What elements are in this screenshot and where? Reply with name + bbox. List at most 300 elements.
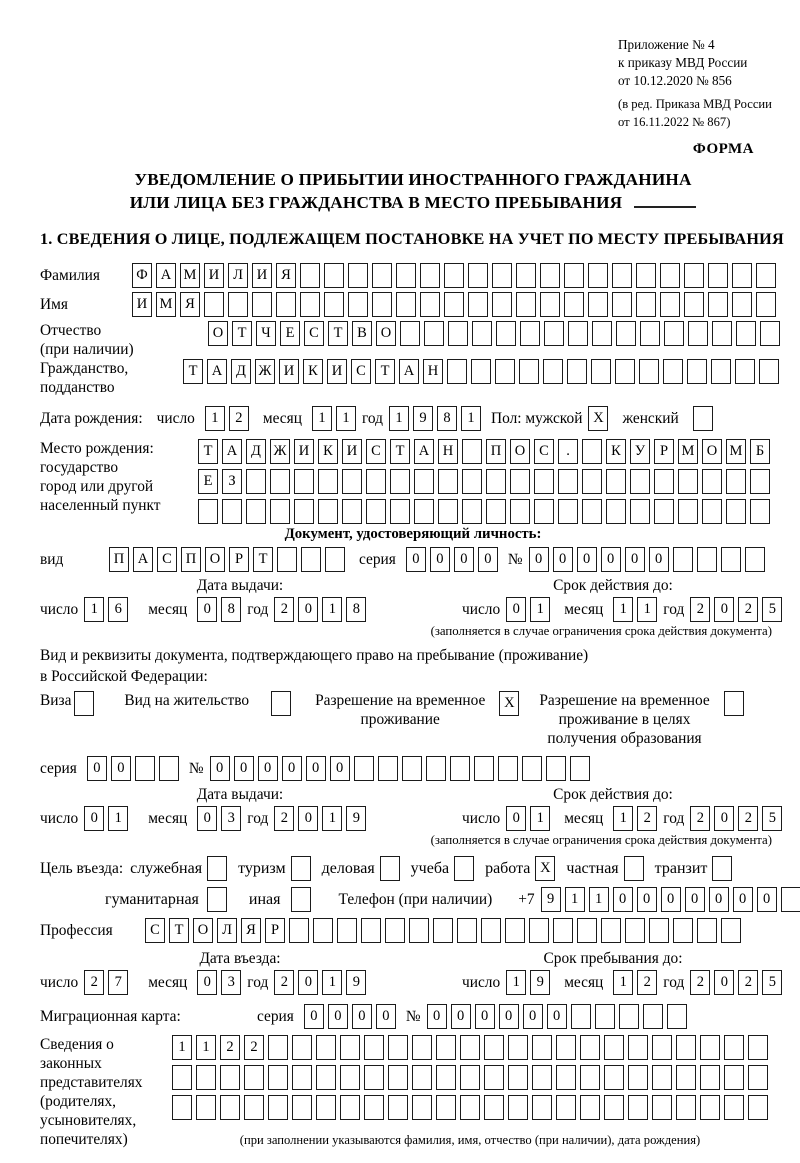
char-cell: 0 bbox=[352, 1004, 372, 1029]
char-cell: 8 bbox=[346, 597, 366, 622]
char-cell bbox=[412, 1035, 432, 1060]
char-cell bbox=[582, 499, 602, 524]
char-cell bbox=[673, 547, 693, 572]
representatives-label-line2: законных bbox=[40, 1055, 102, 1072]
char-cell bbox=[660, 263, 680, 288]
char-cell bbox=[612, 292, 632, 317]
char-cell bbox=[348, 292, 368, 317]
char-cell bbox=[361, 918, 381, 943]
char-cell bbox=[318, 469, 338, 494]
char-cell bbox=[697, 918, 717, 943]
char-cell: А bbox=[133, 547, 153, 572]
char-cell bbox=[649, 918, 669, 943]
char-cell bbox=[364, 1065, 384, 1090]
char-cell bbox=[342, 499, 362, 524]
char-cell bbox=[636, 292, 656, 317]
birth-date-row bbox=[40, 406, 786, 431]
char-cell: К bbox=[303, 359, 323, 384]
birth-place-label bbox=[40, 439, 198, 515]
char-cell: 0 bbox=[733, 887, 753, 912]
char-cell bbox=[558, 469, 578, 494]
char-cell: 2 bbox=[738, 806, 758, 831]
char-cell: 0 bbox=[87, 756, 107, 781]
char-cell bbox=[684, 263, 704, 288]
id-doc-expiry-heading: Срок действия до: bbox=[553, 577, 673, 594]
migration-series-label: серия bbox=[257, 1007, 294, 1025]
char-cell: Л bbox=[228, 263, 248, 288]
char-cell bbox=[433, 918, 453, 943]
char-cell bbox=[516, 292, 536, 317]
char-cell bbox=[460, 1035, 480, 1060]
char-cell bbox=[292, 1035, 312, 1060]
id-doc-series-cells bbox=[406, 547, 498, 572]
char-cell bbox=[628, 1035, 648, 1060]
char-cell bbox=[172, 1095, 192, 1120]
char-cell bbox=[246, 469, 266, 494]
char-cell: 5 bbox=[762, 970, 782, 995]
residence-series-label: серия bbox=[40, 759, 77, 777]
residence-permit-option bbox=[124, 691, 291, 716]
char-cell bbox=[207, 887, 227, 912]
representatives-label-line1: Сведения о bbox=[40, 1036, 114, 1053]
char-cell bbox=[732, 263, 752, 288]
char-cell: О bbox=[376, 321, 396, 346]
id-doc-number-cells bbox=[529, 547, 765, 572]
char-cell bbox=[492, 292, 512, 317]
char-cell: 1 bbox=[565, 887, 585, 912]
representatives-cells-row2 bbox=[172, 1065, 768, 1090]
char-cell: 1 bbox=[589, 887, 609, 912]
char-cell: X bbox=[588, 406, 608, 431]
char-cell bbox=[289, 918, 309, 943]
char-cell bbox=[588, 292, 608, 317]
section1-heading: 1. СВЕДЕНИЯ О ЛИЦЕ, ПОДЛЕЖАЩЕМ ПОСТАНОВКЕ НА УЧЕТ ПО МЕСТУ ПРЕБЫВАНИЯ bbox=[40, 230, 784, 248]
birth-day-label: число bbox=[156, 409, 195, 427]
char-cell bbox=[498, 756, 518, 781]
char-cell bbox=[543, 359, 563, 384]
char-cell bbox=[736, 321, 756, 346]
char-cell bbox=[277, 547, 297, 572]
char-cell bbox=[340, 1095, 360, 1120]
edu-residence-label-line2: проживание в целях bbox=[558, 711, 691, 728]
char-cell bbox=[522, 756, 542, 781]
char-cell bbox=[643, 1004, 663, 1029]
char-cell bbox=[711, 359, 731, 384]
char-cell: 0 bbox=[499, 1004, 519, 1029]
entry-dates bbox=[40, 950, 786, 995]
char-cell bbox=[378, 756, 398, 781]
char-cell bbox=[564, 263, 584, 288]
char-cell bbox=[558, 499, 578, 524]
edu-residence-option bbox=[539, 691, 743, 748]
char-cell: 0 bbox=[613, 887, 633, 912]
char-cell bbox=[420, 292, 440, 317]
char-cell: Я bbox=[276, 263, 296, 288]
char-cell: 1 bbox=[322, 597, 342, 622]
char-cell bbox=[624, 856, 644, 881]
char-cell: О bbox=[702, 439, 722, 464]
char-cell bbox=[693, 406, 713, 431]
char-cell bbox=[252, 292, 272, 317]
purpose-tourism bbox=[238, 856, 311, 881]
char-cell: X bbox=[499, 691, 519, 716]
char-cell: Т bbox=[375, 359, 395, 384]
patronymic-label bbox=[40, 321, 208, 359]
birth-place-grid bbox=[198, 439, 770, 524]
char-cell bbox=[568, 321, 588, 346]
char-cell: Т bbox=[183, 359, 203, 384]
form-title-line1: УВЕДОМЛЕНИЕ О ПРИБЫТИИ ИНОСТРАННОГО ГРАЖДАНИНА bbox=[134, 170, 692, 189]
char-cell: 1 bbox=[336, 406, 356, 431]
char-cell bbox=[448, 321, 468, 346]
birth-day-cells bbox=[205, 406, 249, 431]
char-cell bbox=[721, 547, 741, 572]
char-cell bbox=[412, 1065, 432, 1090]
purpose-private bbox=[566, 856, 643, 881]
char-cell: С bbox=[304, 321, 324, 346]
char-cell: 5 bbox=[762, 806, 782, 831]
char-cell: 1 bbox=[84, 597, 104, 622]
char-cell bbox=[196, 1095, 216, 1120]
char-cell bbox=[630, 469, 650, 494]
birth-place-label-line4: населенный пункт bbox=[40, 497, 161, 514]
char-cell bbox=[462, 469, 482, 494]
char-cell bbox=[556, 1095, 576, 1120]
purpose-other bbox=[249, 887, 311, 912]
char-cell: И bbox=[294, 439, 314, 464]
char-cell: 0 bbox=[328, 1004, 348, 1029]
representatives-cells-row1 bbox=[172, 1035, 768, 1060]
female-checkbox bbox=[693, 406, 713, 431]
char-cell: Ф bbox=[132, 263, 152, 288]
char-cell bbox=[450, 756, 470, 781]
migration-card-label: Миграционная карта: bbox=[40, 1007, 181, 1025]
char-cell bbox=[159, 756, 179, 781]
char-cell bbox=[580, 1065, 600, 1090]
char-cell bbox=[447, 359, 467, 384]
char-cell: М bbox=[180, 263, 200, 288]
representatives-label-line4: (родителях, bbox=[40, 1093, 116, 1110]
char-cell: 2 bbox=[84, 970, 104, 995]
until-day-cells bbox=[506, 970, 550, 995]
char-cell: С bbox=[351, 359, 371, 384]
residence-expiry-year-cells bbox=[690, 806, 782, 831]
char-cell bbox=[606, 499, 626, 524]
char-cell: 0 bbox=[282, 756, 302, 781]
char-cell bbox=[444, 263, 464, 288]
char-cell bbox=[759, 359, 779, 384]
char-cell: П bbox=[181, 547, 201, 572]
representatives-label bbox=[40, 1035, 172, 1149]
citizenship-row bbox=[40, 359, 786, 397]
char-cell bbox=[270, 499, 290, 524]
char-cell: 1 bbox=[322, 806, 342, 831]
residence-doc-intro2: в Российской Федерации: bbox=[40, 668, 208, 685]
char-cell bbox=[708, 263, 728, 288]
birth-month-cells bbox=[312, 406, 356, 431]
char-cell bbox=[697, 547, 717, 572]
char-cell bbox=[340, 1065, 360, 1090]
char-cell: 2 bbox=[637, 806, 657, 831]
char-cell: В bbox=[352, 321, 372, 346]
char-cell: А bbox=[156, 263, 176, 288]
char-cell bbox=[462, 439, 482, 464]
entry-date bbox=[40, 970, 440, 995]
residence-issued-year-cells bbox=[274, 806, 366, 831]
annex-edit-line-1: (в ред. Приказа МВД России bbox=[618, 97, 772, 111]
char-cell: X bbox=[535, 856, 555, 881]
char-cell bbox=[412, 1095, 432, 1120]
char-cell: М bbox=[156, 292, 176, 317]
migration-card-row bbox=[40, 1004, 786, 1029]
char-cell: Т bbox=[169, 918, 189, 943]
char-cell: 2 bbox=[220, 1035, 240, 1060]
char-cell bbox=[595, 1004, 615, 1029]
char-cell: 2 bbox=[637, 970, 657, 995]
char-cell bbox=[616, 321, 636, 346]
id-doc-type-label: вид bbox=[40, 550, 64, 568]
char-cell bbox=[390, 499, 410, 524]
char-cell: Т bbox=[232, 321, 252, 346]
char-cell: 0 bbox=[451, 1004, 471, 1029]
purpose-humanitarian-checkbox bbox=[207, 887, 227, 912]
char-cell: Т bbox=[328, 321, 348, 346]
char-cell bbox=[724, 1095, 744, 1120]
char-cell: 2 bbox=[690, 806, 710, 831]
char-cell bbox=[414, 469, 434, 494]
temp-residence-checkbox bbox=[499, 691, 519, 716]
residence-expiry-month-cells bbox=[613, 806, 657, 831]
char-cell: С bbox=[534, 439, 554, 464]
residence-issued-day-label: число bbox=[40, 809, 79, 827]
char-cell bbox=[726, 469, 746, 494]
char-cell bbox=[708, 292, 728, 317]
char-cell: Т bbox=[198, 439, 218, 464]
char-cell: 0 bbox=[298, 806, 318, 831]
char-cell: С bbox=[145, 918, 165, 943]
char-cell bbox=[664, 321, 684, 346]
representatives-label-line3: представителях bbox=[40, 1074, 143, 1091]
char-cell bbox=[639, 359, 659, 384]
char-cell: 2 bbox=[274, 806, 294, 831]
char-cell bbox=[364, 1095, 384, 1120]
char-cell: 5 bbox=[762, 597, 782, 622]
char-cell bbox=[745, 547, 765, 572]
char-cell bbox=[540, 292, 560, 317]
stay-until-heading: Срок пребывания до: bbox=[543, 950, 683, 967]
char-cell: 1 bbox=[613, 806, 633, 831]
char-cell: Р bbox=[229, 547, 249, 572]
char-cell bbox=[318, 499, 338, 524]
residence-issued-year-label: год bbox=[247, 809, 269, 827]
char-cell: 0 bbox=[757, 887, 777, 912]
expiry-year-label: год bbox=[663, 600, 685, 618]
char-cell: 9 bbox=[413, 406, 433, 431]
char-cell bbox=[388, 1035, 408, 1060]
char-cell bbox=[519, 359, 539, 384]
id-doc-note: (заполняется в случае ограничения срока действия документа) bbox=[430, 624, 772, 638]
char-cell: 0 bbox=[709, 887, 729, 912]
char-cell bbox=[198, 499, 218, 524]
char-cell: О bbox=[193, 918, 213, 943]
purpose-private-label: частная bbox=[566, 859, 619, 877]
char-cell bbox=[172, 1065, 192, 1090]
annex-edit-line-2: от 16.11.2022 № 867) bbox=[618, 115, 731, 129]
char-cell bbox=[460, 1065, 480, 1090]
char-cell bbox=[486, 499, 506, 524]
char-cell bbox=[291, 856, 311, 881]
char-cell bbox=[532, 1065, 552, 1090]
entry-day-label: число bbox=[40, 973, 79, 991]
char-cell: Т bbox=[390, 439, 410, 464]
char-cell bbox=[316, 1065, 336, 1090]
expiry-day-label: число bbox=[462, 600, 501, 618]
char-cell bbox=[291, 887, 311, 912]
char-cell bbox=[702, 469, 722, 494]
form-title bbox=[40, 168, 786, 214]
char-cell bbox=[276, 292, 296, 317]
id-doc-issued-date bbox=[40, 597, 440, 622]
char-cell: 1 bbox=[196, 1035, 216, 1060]
char-cell: 0 bbox=[714, 970, 734, 995]
char-cell: П bbox=[486, 439, 506, 464]
char-cell bbox=[244, 1095, 264, 1120]
char-cell: О bbox=[510, 439, 530, 464]
char-cell bbox=[553, 918, 573, 943]
char-cell bbox=[724, 1035, 744, 1060]
char-cell: 0 bbox=[84, 806, 104, 831]
stay-until-date bbox=[440, 970, 782, 995]
char-cell bbox=[301, 547, 321, 572]
char-cell: 1 bbox=[389, 406, 409, 431]
char-cell: М bbox=[726, 439, 746, 464]
char-cell: 0 bbox=[577, 547, 597, 572]
char-cell bbox=[652, 1035, 672, 1060]
issued-year-label: год bbox=[247, 600, 269, 618]
char-cell bbox=[271, 691, 291, 716]
char-cell: 0 bbox=[234, 756, 254, 781]
char-cell: 2 bbox=[244, 1035, 264, 1060]
purpose-business-label: деловая bbox=[321, 859, 375, 877]
char-cell bbox=[628, 1095, 648, 1120]
char-cell bbox=[615, 359, 635, 384]
char-cell bbox=[654, 499, 674, 524]
char-cell: С bbox=[366, 439, 386, 464]
char-cell: 1 bbox=[322, 970, 342, 995]
char-cell: К bbox=[606, 439, 626, 464]
entry-date-heading: Дата въезда: bbox=[199, 950, 281, 967]
residence-number-label: № bbox=[188, 759, 204, 777]
char-cell bbox=[457, 918, 477, 943]
char-cell bbox=[380, 856, 400, 881]
char-cell bbox=[484, 1095, 504, 1120]
residence-series-cells bbox=[87, 756, 179, 781]
char-cell bbox=[580, 1035, 600, 1060]
purpose-transit-label: транзит bbox=[654, 859, 708, 877]
temp-residence-label-line2: проживание bbox=[360, 711, 440, 728]
visa-option bbox=[40, 691, 94, 716]
char-cell bbox=[571, 1004, 591, 1029]
entry-month-label: месяц bbox=[148, 973, 188, 991]
char-cell: А bbox=[414, 439, 434, 464]
char-cell bbox=[556, 1065, 576, 1090]
residence-permit-checkbox bbox=[271, 691, 291, 716]
char-cell: 0 bbox=[197, 597, 217, 622]
purpose-label: Цель въезда: bbox=[40, 859, 124, 877]
annex-header bbox=[618, 36, 786, 131]
char-cell: 1 bbox=[613, 597, 633, 622]
patronymic-cells bbox=[208, 321, 780, 346]
char-cell bbox=[454, 856, 474, 881]
purpose-business-checkbox bbox=[380, 856, 400, 881]
char-cell: 0 bbox=[304, 1004, 324, 1029]
char-cell: 1 bbox=[312, 406, 332, 431]
visa-checkbox bbox=[74, 691, 94, 716]
char-cell: И bbox=[204, 263, 224, 288]
id-doc-series-label: серия bbox=[359, 550, 396, 568]
char-cell bbox=[652, 1095, 672, 1120]
char-cell bbox=[268, 1095, 288, 1120]
char-cell: 0 bbox=[330, 756, 350, 781]
char-cell bbox=[750, 469, 770, 494]
birth-place-cells-row2 bbox=[198, 469, 770, 494]
char-cell bbox=[135, 756, 155, 781]
entry-day-cells bbox=[84, 970, 128, 995]
char-cell bbox=[292, 1095, 312, 1120]
entry-month-cells bbox=[197, 970, 241, 995]
phone-label: Телефон (при наличии) bbox=[338, 890, 493, 908]
char-cell bbox=[385, 918, 405, 943]
char-cell bbox=[474, 756, 494, 781]
expiry-month-cells bbox=[613, 597, 657, 622]
representatives-row bbox=[40, 1035, 786, 1149]
char-cell bbox=[534, 469, 554, 494]
char-cell: О bbox=[208, 321, 228, 346]
char-cell: 2 bbox=[738, 970, 758, 995]
citizenship-label-line2: подданство bbox=[40, 379, 115, 396]
id-doc-expiry-date bbox=[440, 597, 782, 622]
char-cell bbox=[372, 292, 392, 317]
char-cell: Е bbox=[198, 469, 218, 494]
char-cell: Я bbox=[180, 292, 200, 317]
char-cell bbox=[678, 469, 698, 494]
residence-expiry-date bbox=[440, 806, 782, 831]
char-cell: Н bbox=[423, 359, 443, 384]
representatives-cells-row3 bbox=[172, 1095, 768, 1120]
char-cell bbox=[756, 263, 776, 288]
char-cell: И bbox=[132, 292, 152, 317]
char-cell: Н bbox=[438, 439, 458, 464]
char-cell bbox=[492, 263, 512, 288]
char-cell bbox=[516, 263, 536, 288]
profession-row bbox=[40, 918, 786, 943]
char-cell bbox=[580, 1095, 600, 1120]
char-cell bbox=[640, 321, 660, 346]
until-year-cells bbox=[690, 970, 782, 995]
char-cell bbox=[564, 292, 584, 317]
char-cell bbox=[660, 292, 680, 317]
char-cell bbox=[592, 321, 612, 346]
char-cell: 0 bbox=[475, 1004, 495, 1029]
char-cell bbox=[591, 359, 611, 384]
purpose-humanitarian-label: гуманитарная bbox=[105, 890, 199, 908]
char-cell bbox=[364, 1035, 384, 1060]
residence-expiry-day-cells bbox=[506, 806, 550, 831]
patronymic-label-line1: Отчество bbox=[40, 322, 102, 339]
purpose-work-label: работа bbox=[485, 859, 531, 877]
char-cell: 0 bbox=[637, 887, 657, 912]
purpose-business bbox=[322, 856, 400, 881]
